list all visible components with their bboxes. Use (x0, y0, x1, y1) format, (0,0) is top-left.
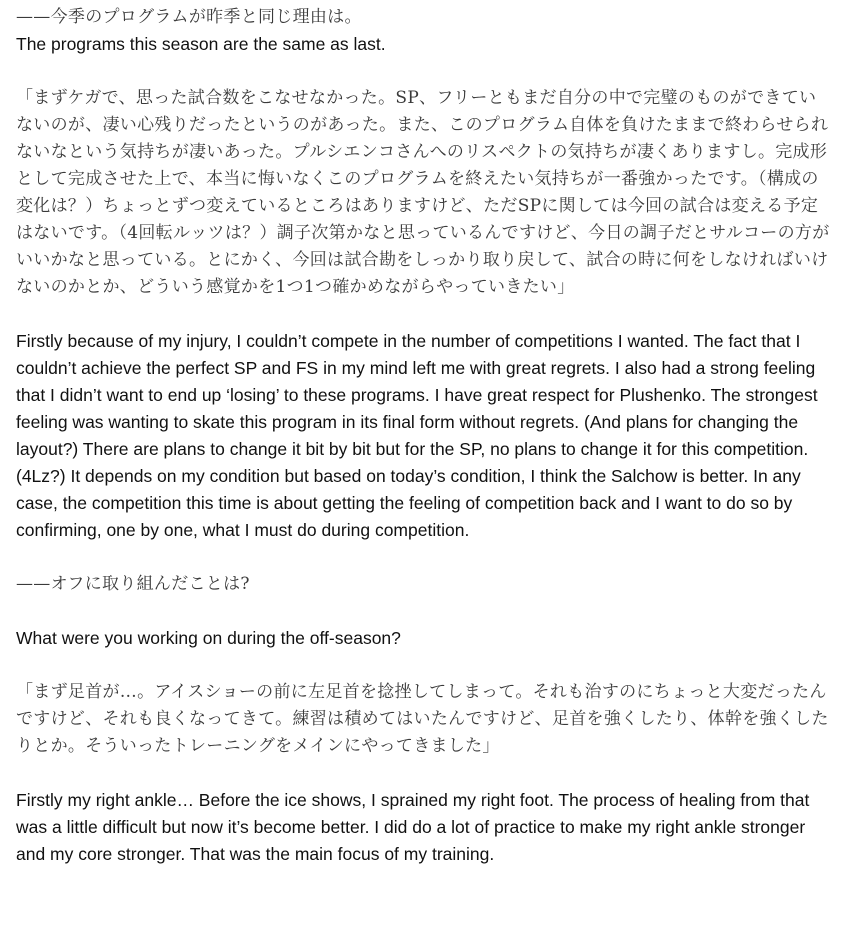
spacer (16, 301, 832, 328)
answer-1-english: Firstly because of my injury, I couldn’t compete in the number of competitions I wanted. The fact that I couldn’t achieve the perfect SP and FS in my mind left me with great regrets. I also had a strong feeling that I didn’t want to end up ‘losing’ to these programs. I have great respect for Plushenko. The strongest feeling was wanting to skate this program in its final form without regrets. (And plans for changing the layout?) There are plans to change it bit by bit but for the SP, no plans to change it for this competition. (4Lz?) It depends on my condition but based on today’s condition, I think the Salchow is better. In any case, the competition this time is about getting the feeling of competition back and I want to do so by confirming, one by one, what I must do during competition. (16, 331, 818, 540)
question-2-japanese: ——オフに取り組んだことは? (16, 574, 250, 594)
question-1-japanese: ——今季のプログラムが昨季と同じ理由は。 (16, 7, 362, 27)
interview-document (16, 4, 832, 868)
answer-2-english: Firstly my right ankle… Before the ice shows, I sprained my right foot. The process of healing from that was a little difficult but now it’s become better. I did do a lot of practice to make my right ankle stronger and my core stronger. That was the main focus of my training. (16, 790, 810, 864)
answer-1-japanese: 「まずケガで、思った試合数をこなせなかった。SP、フリーともまだ自分の中で完璧のものができていないのが、凄い心残りだったというのがあった。また、このプログラム自体を負けたままで終わらせられないなという気持ちが凄いあった。プルシエンコさんへのリスペクトの気持ちが凄くありますし。完成形として完成させた上で、本当に悔いなくこのプログラムを終えたい気持ちが一番強かったです。（構成の変化は？）ちょっとずつ変えているところはありますけど、ただSPに関しては今回の試合は変える予定はないです。（4回転ルッツは？）調子次第かなと思っているんですけど、今日の調子だとサルコーの方がいいかなと思っている。とにかく、今回は試合勘をしっかり取り戻して、試合の時に何をしなければいけないのかとか、どういう感覚かを1つ1つ確かめながらやっていきたい」 (16, 88, 830, 297)
spacer (16, 652, 832, 679)
question-2-english: What were you working on during the off-season? (16, 628, 401, 648)
answer-2-japanese: 「まず足首が…。アイスショーの前に左足首を捻挫してしまって。それも治すのにちょっと大変だったんですけど、それも良くなってきて。練習は積めてはいたんですけど、足首を強くしたり、体幹を強くしたりとか。そういったトレーニングをメインにやってきました」 (16, 682, 829, 756)
question-1-english: The programs this season are the same as last. (16, 34, 386, 54)
spacer (16, 58, 832, 85)
spacer (16, 760, 832, 787)
spacer (16, 598, 832, 625)
spacer (16, 544, 832, 571)
